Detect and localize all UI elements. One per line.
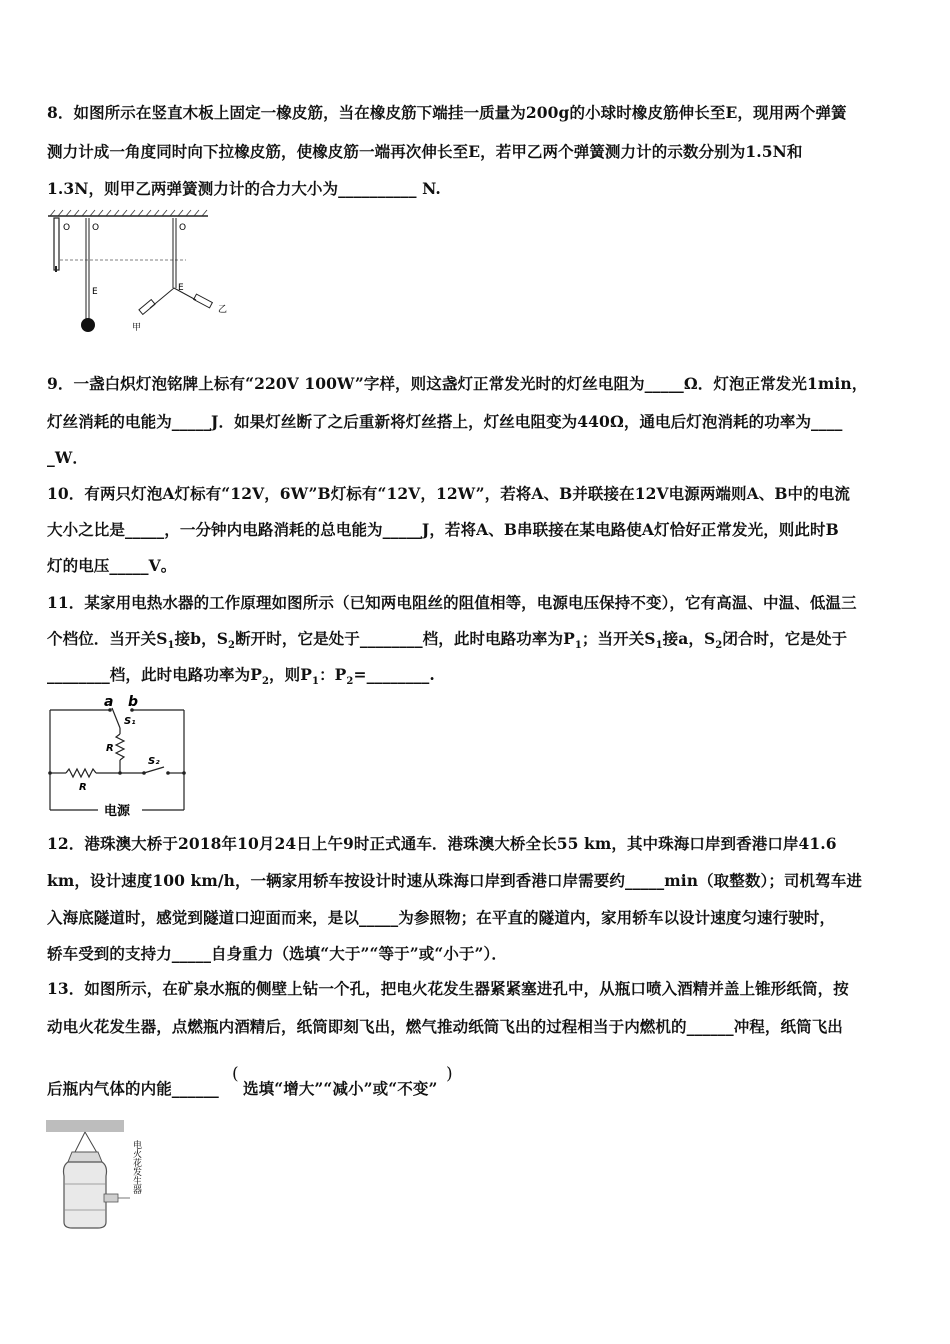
q11-label-a: a <box>104 694 114 710</box>
q9-line-3: _W． <box>47 448 88 467</box>
q8-line-2: 测力计成一角度同时向下拉橡皮筋，使橡皮筋一端再次伸长至E，若甲乙两个弹簧测力计的示数分别为1.5N和 <box>47 142 803 161</box>
q13-close-paren: ) <box>446 1064 453 1084</box>
q10-line-1: 10．有两只灯泡A灯标有“12V，6W”B灯标有“12V，12W”，若将A、B并联接在12V电源两端则A、B中的电流 <box>47 484 850 503</box>
q8-label-o1: O <box>63 223 71 233</box>
q10-line-3: 灯的电压_____V。 <box>47 556 177 575</box>
q8-label-e1: E <box>92 287 98 297</box>
q8-label-yi: 乙 <box>218 305 228 315</box>
q11-label-r2: R <box>79 782 87 793</box>
q8-label-jia: 甲 <box>132 323 142 333</box>
q8-line-1: 8．如图所示在竖直木板上固定一橡皮筋，当在橡皮筋下端挂一质量为200g的小球时橡皮筋伸长至E，现用两个弹簧 <box>47 103 847 122</box>
q11-label-power: 电源 <box>104 804 131 818</box>
q13-line-3b: 选填“增大”“减小”或“不变” <box>243 1079 438 1098</box>
q8-label-o2: O <box>92 223 100 233</box>
q11-label-s1: S₁ <box>124 716 136 727</box>
q13-line-3a: 后瓶内气体的内能______ <box>47 1079 219 1098</box>
q8-label-e2: E <box>178 283 184 293</box>
q11-label-b: b <box>128 694 139 710</box>
q13-figure-bottle <box>46 1118 148 1236</box>
q12-line-2: km，设计速度100 km/h，一辆家用轿车按设计时速从珠海口岸到香港口岸需要约_____min（取整数）；司机驾车进 <box>47 871 862 890</box>
q13-open-paren: ( <box>232 1064 239 1084</box>
q8-label-o3: O <box>179 223 187 233</box>
q11-line-2: 个档位．当开关$S_1$接b，$S_2$断开时，它是处于________档，此时电路功率为$P_1$；当开关$S_1$接a，$S_2$闭合时，它是处于 <box>47 629 848 652</box>
q10-line-2: 大小之比是_____，一分钟内电路消耗的总电能为_____J，若将A、B串联接在某电路使A灯恰好正常发光，则此时B <box>47 520 839 539</box>
q9-line-1: 9．一盏白炽灯泡铭牌上标有“220V 100W”字样，则这盏灯正常发光时的灯丝电阻为_____Ω．灯泡正常发光1min， <box>47 374 868 393</box>
q12-line-1: 12．港珠澳大桥于2018年10月24日上午9时正式通车．港珠澳大桥全长55 km，其中珠海口岸到香港口岸41.6 <box>47 834 837 853</box>
q11-label-r1: R <box>106 743 114 754</box>
q8-figure-rubber-band <box>46 208 236 336</box>
q8-line-3: 1.3N，则甲乙两弹簧测力计的合力大小为__________ N. <box>47 179 441 198</box>
q9-line-2: 灯丝消耗的电能为_____J．如果灯丝断了之后重新将灯丝搭上，灯丝电阻变为440Ω，通电后灯泡消耗的功率为____ <box>47 412 843 431</box>
q11-line-1: 11．某家用电热水器的工作原理如图所示（已知两电阻丝的阻值相等，电源电压保持不变），它有高温、中温、低温三 <box>47 593 857 612</box>
q13-line-2: 动电火花发生器，点燃瓶内酒精后，纸筒即刻飞出，燃气推动纸筒飞出的过程相当于内燃机的______冲程，纸筒飞出 <box>47 1017 843 1036</box>
q12-line-4: 轿车受到的支持力_____自身重力（选填“大于”“等于”或“小于”）． <box>47 944 507 963</box>
q13-line-1: 13．如图所示，在矿泉水瓶的侧壁上钻一个孔，把电火花发生器紧紧塞进孔中，从瓶口喷入酒精并盖上锥形纸筒，按 <box>47 979 849 998</box>
q11-figure-circuit <box>44 694 192 818</box>
q11-line-3: ________档，此时电路功率为$P_2$，则$P_1$：$P_2=\_\_\_\_\_\_\_\_$. <box>47 665 435 688</box>
q12-line-3: 入海底隧道时，感觉到隧道口迎面而来，是以_____为参照物；在平直的隧道内，家用轿车以设计速度匀速行驶时， <box>47 908 836 927</box>
q11-label-s2: S₂ <box>148 756 160 767</box>
q13-label-spark-generator: 电火花发生器 <box>131 1140 141 1194</box>
